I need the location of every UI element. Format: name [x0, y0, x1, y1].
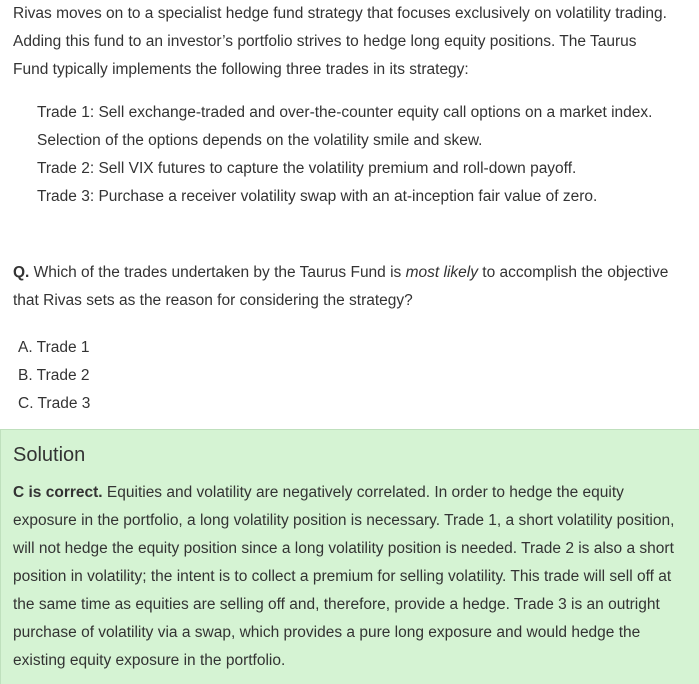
solution-line: will not hedge the equity position since a long volatility position is needed. Trade 2 is also a short: [13, 540, 674, 557]
trades-list: [37, 99, 697, 211]
solution-title: Solution: [13, 444, 86, 466]
intro-line: Fund typically implements the following three trades in its strategy:: [13, 61, 469, 78]
trade-line: Trade 1: Sell exchange-traded and over-the-counter equity call options on a market index.: [37, 104, 653, 121]
solution-lead: C is correct.: [13, 484, 103, 501]
question-emphasis: most likely: [405, 264, 478, 281]
solution-line: existing equity exposure in the portfolio.: [13, 652, 286, 669]
option-b[interactable]: B. Trade 2: [18, 367, 90, 384]
trade-line: Selection of the options depends on the volatility smile and skew.: [37, 132, 483, 149]
trade-line: Trade 3: Purchase a receiver volatility swap with an at-inception fair value of zero.: [37, 188, 598, 205]
question-text: Which of the trades undertaken by the Taurus Fund is: [29, 264, 406, 281]
option-a[interactable]: A. Trade 1: [18, 339, 90, 356]
solution-line: the same time as equities are selling off and, therefore, provide a hedge. Trade 3 is an outright: [13, 596, 660, 613]
answer-options: [18, 334, 90, 418]
intro-line: Adding this fund to an investor’s portfolio strives to hedge long equity positions. The Taurus: [13, 33, 637, 50]
solution-line: exposure in the portfolio, a long volatility position is necessary. Trade 1, a short volatility position,: [13, 512, 675, 529]
question-line-1: [13, 259, 697, 287]
solution-body: [13, 479, 697, 675]
intro-paragraph: [13, 0, 697, 84]
solution-text: Equities and volatility are negatively correlated. In order to hedge the equity: [102, 484, 624, 501]
question-line-2: that Rivas sets as the reason for considering the strategy?: [13, 292, 413, 309]
solution-line: position in volatility; the intent is to collect a premium for selling volatility. This trade will sell off at: [13, 568, 672, 585]
question-text: to accomplish the objective: [477, 264, 669, 281]
question-label: Q.: [13, 264, 30, 281]
solution-panel: [0, 429, 699, 684]
solution-line: [13, 479, 697, 507]
intro-line: Rivas moves on to a specialist hedge fund strategy that focuses exclusively on volatility trading.: [13, 5, 667, 22]
question-stem: [13, 259, 697, 315]
option-c[interactable]: C. Trade 3: [18, 395, 91, 412]
solution-line: purchase of volatility via a swap, which provides a pure long exposure and would hedge the: [13, 624, 641, 641]
trade-line: Trade 2: Sell VIX futures to capture the volatility premium and roll-down payoff.: [37, 160, 577, 177]
